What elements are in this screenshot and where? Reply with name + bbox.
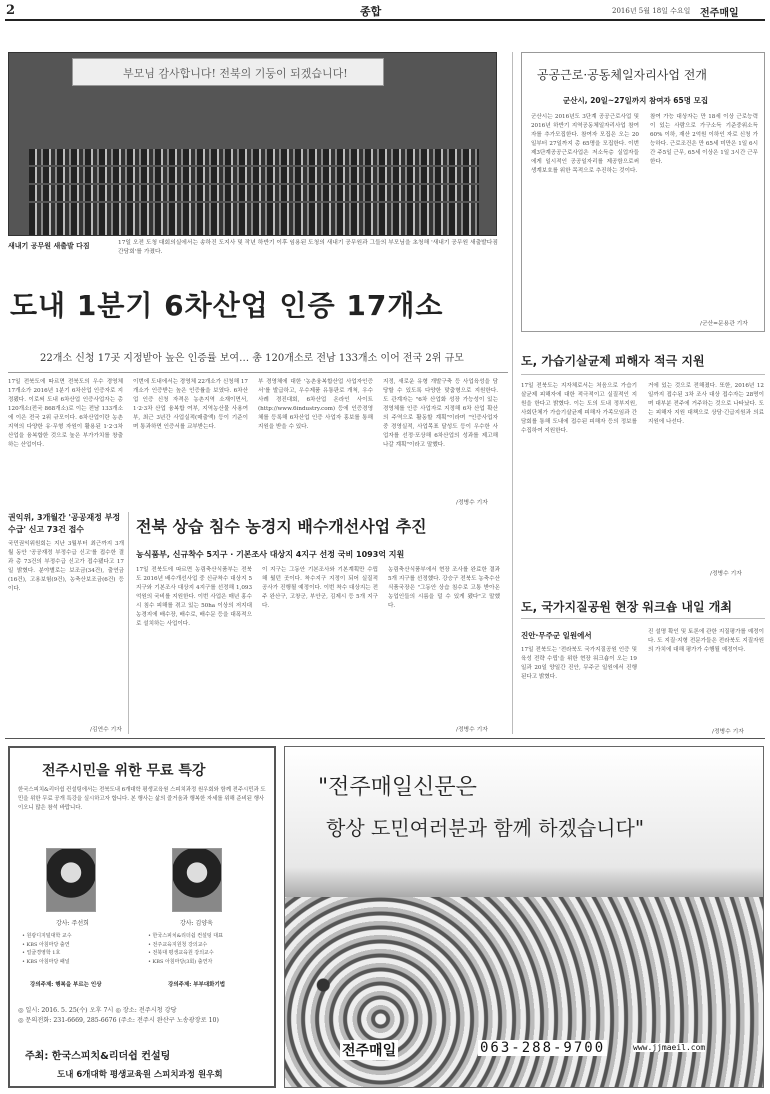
paper-ad-logo: 전주매일	[340, 1040, 398, 1060]
jobs-headline: 공공근로·공동체일자리사업 전개	[537, 68, 707, 82]
photo-crowd-row	[29, 203, 479, 219]
speaker1-item: • KBS 아침마당 출연	[22, 941, 70, 948]
photo-crowd-row	[29, 149, 479, 165]
flood-col3: 농림축산식품부에서 현장 조사를 완료한 결과 5개 지구를 선정했다. 강승구 전북도 농축수산식품국장은 "그동안 상습 침수로 고통 받아온 농업인들의 시름을 덜 수 있게 됐다"고 말했다.	[388, 567, 500, 609]
jobs-subtitle: 군산시, 20일~27일까지 참여자 65명 모집	[563, 96, 709, 105]
speaker-photo	[172, 848, 222, 912]
section-name: 종합	[360, 5, 382, 18]
tech-col2: 거에 있는 것으로 전해졌다. 또한, 2016년 12일까지 접수된 3차 조사 대상 접수자는 28명이며 대부분 전주에 거주하는 것으로 나타났다. 도는 피해자 지원 대책으로 상담·긴급지원과 의료지원에 나선다.	[648, 383, 764, 425]
lecture-ad-host2: 도내 6개대학 평생교육원 스피치과정 원우회	[57, 1070, 223, 1080]
photo-banner	[72, 58, 384, 86]
flood-subtitle: 농식품부, 신규착수 5지구 · 기본조사 대상지 4지구 선정 국비 1093억 지원	[136, 550, 405, 559]
speaker2-item: • 전주교육지원청 강의교수	[148, 941, 208, 948]
column-divider	[128, 512, 129, 734]
tech-byline: /정병수 기자	[710, 571, 742, 577]
speaker1-topic: 강의주제: 행복을 부르는 인상	[30, 982, 102, 988]
ad-divider	[5, 738, 765, 739]
speaker2-name: 강사: 김양욱	[180, 920, 213, 927]
main-story-col2: 이번에 도내에서는 경영체 22개소가 신청해 17개소가 인증받는 높은 인증률을 보였다. 6차산업 인증 신청 자격은 농촌지역 소재이면서, 1·2·3차 산업 융복합 여부, 지역농산물 사용여부, 최근 3년간 사업실적(매출액) 등이 기준이며 통과하면 인증서를 교부받는다.	[133, 379, 248, 430]
paper-ad-quote-line1: "전주매일신문은	[318, 775, 477, 800]
main-story-col3: 부 경영체에 대한 '농촌융복합산업 사업자인증서'를 발급하고, 우수제품 유통판로 개척, 우수사례 경진대회, 6차산업 온라인 사이트(http://www.6industry.com) 등에 인증경영체를 등록해 6차산업 인증 사업자 홍보를 통해 지원을 받을 수 있다.	[258, 379, 373, 430]
workshop-headline: 도, 국가지질공원 현장 워크숍 내일 개최	[521, 600, 732, 614]
photo-crowd-row	[29, 167, 479, 183]
speaker2-item: • 한국스피치&리더쉽 컨설팅 대표	[148, 933, 223, 939]
workshop-subtitle: 진안·무주군 일원에서	[521, 631, 592, 640]
speaker1-item: • 얼굴경영학 1호	[22, 950, 61, 956]
flood-headline: 전북 상습 침수 농경지 배수개선사업 추진	[136, 517, 427, 536]
photo-caption: 17일 오전 도청 대회의실에서는 송하진 도지사 및 작년 하반기 이후 임용된 도청의 새내기 공무원과 그들의 부모님을 초청해 '새내기 공무원 새출발다짐 간담회'를 가졌다.	[118, 240, 498, 255]
main-headline: 도내 1분기 6차산업 인증 17개소	[10, 289, 444, 322]
jobs-col2: 참여 가능 대상자는 만 18세 이상 근로능력이 있는 사람으로 가구소득 기준중위소득 60% 이하, 재산 2억원 이하인 자로 신청 가능하다. 근로조건은 만 65세 미만은 1일 6시간 주5일 근무, 65세 이상은 1일 3시간 근무한다.	[650, 114, 758, 165]
lecture-ad-host: 주최: 한국스피치&리더쉽 컨설팅	[25, 1051, 171, 1062]
lecture-ad-intro: 한국스피치&리더쉽 컨설팅에서는 전북도내 6개대학 평생교육원 스피치과정 원우회와 함께 전주시민과 도민을 위한 무료 공개 특강을 실시하고자 합니다. 본 행사는 삶의 즐거움과 행복한 자세를 위해 준비된 행사이오니 많은 참석 바랍니다.	[18, 787, 266, 811]
main-story-col1: 17일 전북도에 따르면 전북도의 우수 경영체 17개소가 2016년 1분기 6차산업 인증자로 지정됐다. 이로써 도내 6차산업 인증사업자는 총 120개소(전국 868개소)로 이는 전남 133개소에 이은 전국 2위 규모이다. 6차산업이란 농촌지역의 다양한 유·무형 자원이 활용된 1·2·3차 산업을 융복합한 것으로 높은 부가가치를 창출하는 산업이다.	[8, 379, 123, 448]
divider	[521, 618, 765, 619]
tech-col1: 17일 전북도는 지자체로서는 처음으로 가습기살균제 피해자에 대한 적극적이고 실질적인 지원을 한다고 밝혔다. 이는 도의 도내 정부지원, 사회단체가 가습기살균제 피해자 가족모임과 간담회를 통해 도내에 접수된 피해자 등의 정보를 수집하여 지원한다.	[521, 383, 637, 434]
main-subhead: 22개소 신청 17곳 지정받아 높은 인증률 보여… 총 120개소로 전남 133개소 이어 전국 2위 규모	[40, 353, 464, 364]
flood-col2: 이 지구는 그동안 기본조사와 기본계획만 수립해 뒀던 곳이다. 착수지구 지정이 되어 실질적 공사가 진행될 예정이다. 이번 착수 대상지는 전주 완산구, 고창군, 부안군, 김제시 등 5개 지구다.	[262, 567, 378, 609]
jobs-byline: /군산=문용관 기자	[700, 321, 748, 327]
divider	[521, 374, 765, 375]
flood-col1: 17일 전북도에 따르면 농림축산식품부는 전북도 2016년 배수개선사업 중 신규착수 대상지 5지구와 기본조사 대상지 4지구를 선정해 1,093억원의 국비를 지원한다. 이번 사업은 매년 홍수 시 침수 피해를 겪고 있는 50ha 이상의 저지대 농경지에 배수장, 배수로, 배수문 등을 대폭적으로 설치하는 사업이다.	[136, 567, 252, 627]
main-story-col4: 지정, 새로운 유형 개발구축 등 사업육성을 담당할 수 있도록 다양한 맞춤형으로 지원한다. 도 관계자는 "6차 산업화 성장 가능성이 있는 경영체를 인증 사업자로 지정해 6차 산업 확산의 주역으로 활동할 계획"이라며 "인증사업자 중 경영실적, 사업목표 달성도 등이 우수한 사업자를 선정·포상해 6차산업의 성과를 제고해 나갈 계획"이라고 말했다.	[383, 379, 498, 448]
tech-headline: 도, 가습기살균제 피해자 적극 지원	[521, 354, 705, 368]
lecture-ad-contact: ◎ 문의전화: 231-6669, 285-6676 (주소: 전주시 완산구 노송광장로 10)	[18, 1017, 219, 1024]
flood-byline: /정병수 기자	[456, 727, 488, 733]
speaker1-list	[22, 932, 142, 966]
speaker1-item: • KBS 아침마당 패널	[22, 958, 70, 965]
plaint-body: 국민권익위원회는 지난 3월부터 최근까지 3개월 동안 '공공재정 부정수급 신고'를 접수한 결과 총 73건의 부정수급 신고가 접수됐다고 17일 밝혔다. 분야별로는 보조금(34건), 출연금(16건), 고용보험(9건), 농축산보조금(6건) 등이다.	[8, 541, 124, 592]
speaker1-item: • 원광디지털대학 교수	[22, 933, 72, 939]
lecture-ad-info	[18, 1006, 268, 1026]
lecture-ad-datetime: ◎ 일시: 2016. 5. 25(수) 오후 7시 ◎ 장소: 전주시청 강당	[18, 1007, 177, 1014]
workshop-col1: 17일 전북도는 '전라북도 국가지질공원 인증 및 육성 전략 수립'을 위한 현장 워크숍이 오는 19일과 20일 양일간 진안, 무주군 일원에서 진행된다고 밝혔다.	[521, 647, 637, 680]
jobs-col1: 군산시는 2016년도 3단계 공공근로사업 및 2016년 하반기 지역공동체일자리사업 참여자를 추가모집한다. 참여자 모집은 오는 20일부터 27일까지 총 65명을 모집한다. 이번 제3단계공공근로사업은 저소득층 실업자들에게 일시적인 공공일자리를 제공함으로써 생계보호를 위한 목적으로 추진하는 것이다.	[531, 114, 639, 174]
column-divider	[512, 52, 513, 734]
main-story-byline: /정병수 기자	[456, 500, 488, 506]
photo-crowd-row	[29, 219, 479, 236]
lecture-ad-title: 전주시민을 위한 무료 특강	[42, 763, 206, 779]
paper-ad-quote-line2: 항상 도민여러분과 함께 하겠습니다"	[326, 816, 645, 840]
divider	[8, 372, 508, 373]
photo-crowd-row	[29, 185, 479, 201]
paper-ad-phone: 063-288-9700	[480, 1040, 606, 1056]
plaint-byline: /김연수 기자	[90, 727, 122, 733]
photo-caption-label: 새내기 공무원 새출발 다짐	[8, 242, 90, 250]
workshop-byline: /정병수 기자	[712, 729, 744, 735]
speaker-photo	[46, 848, 96, 912]
page-number: 2	[6, 3, 16, 18]
paper-ad-url: www.jjmaeil.com	[633, 1043, 706, 1052]
paper-name: 전주매일	[700, 8, 739, 19]
plaint-headline: 권익위, 3개월간 '공공재정 부정수급' 신고 73건 접수	[8, 513, 121, 534]
speaker2-list	[148, 932, 272, 966]
speaker2-item: • 전북대 평생교육원 강의교수	[148, 950, 214, 956]
photo-banner-text: 부모님 감사합니다! 전북의 기둥이 되겠습니다!	[123, 67, 348, 80]
speaker1-name: 강사: 주선희	[56, 920, 89, 927]
speaker2-topic: 강의주제: 부부대화기법	[168, 982, 226, 988]
speaker2-item: • KBS 아침마당(3회) 출연자	[148, 958, 213, 965]
issue-date: 2016년 5월 18일 수요일	[612, 7, 691, 15]
header-rule	[5, 19, 765, 21]
workshop-col2: 진 설명 확인 및 토론에 관한 지질평가를 예정이다. 도 지질·지형 전문가들은 전라북도 지질자원의 가치에 대해 평가가 수행될 예정이다.	[648, 629, 764, 653]
